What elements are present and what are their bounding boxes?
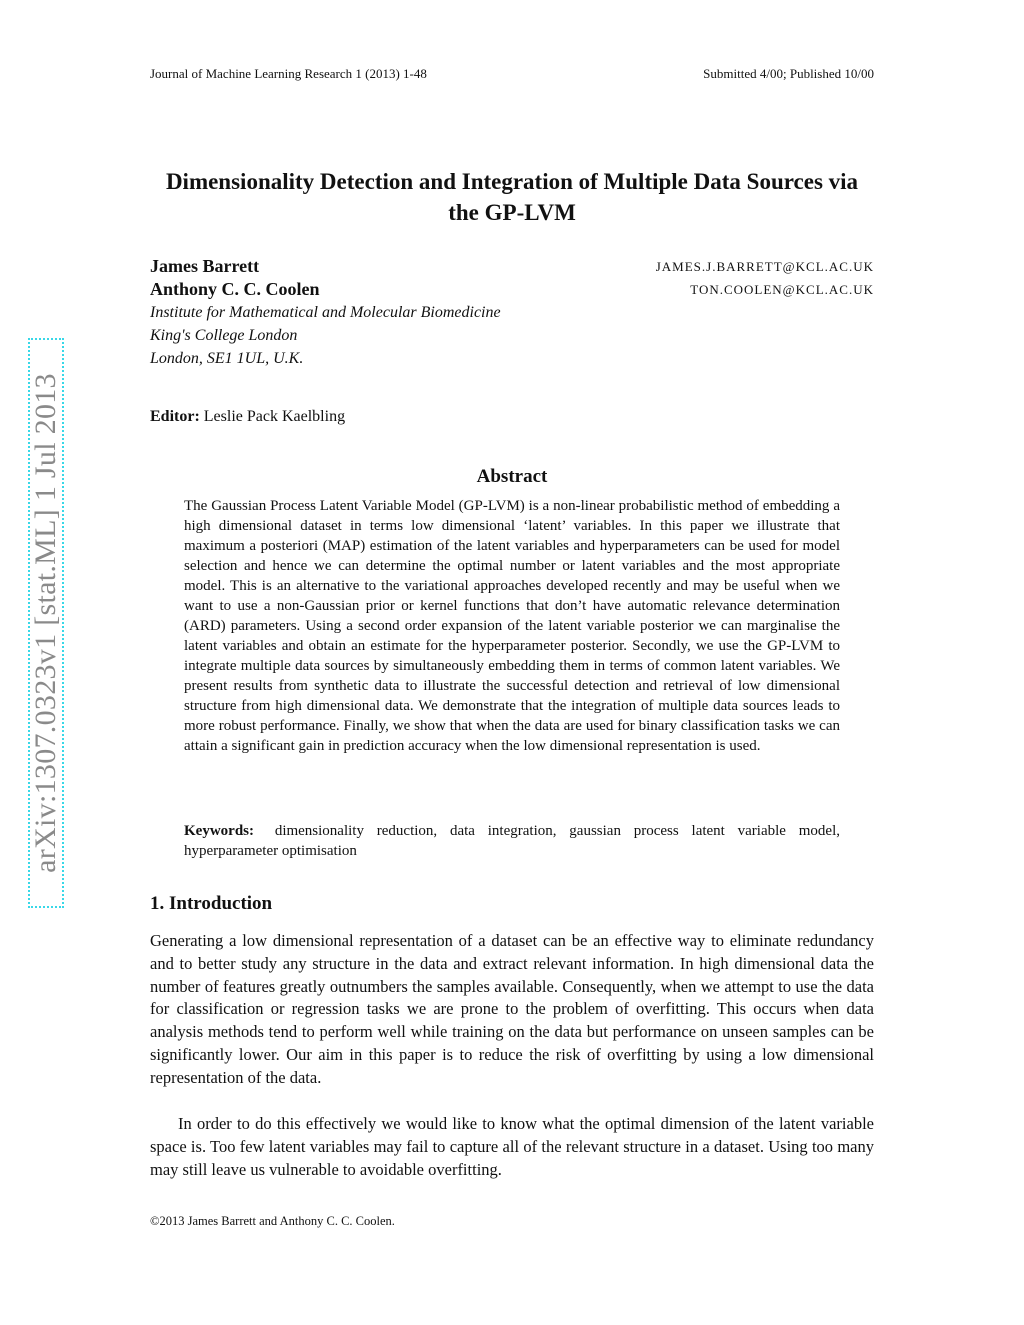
- keywords: [184, 821, 840, 861]
- affiliation-line: King's College London: [150, 327, 298, 344]
- affiliation-line: Institute for Mathematical and Molecular Biomedicine: [150, 304, 501, 321]
- copyright-footnote: ©2013 James Barrett and Anthony C. C. Coolen.: [150, 1214, 395, 1228]
- editor-line: [150, 408, 345, 426]
- arxiv-stamp-text: arXiv:1307.0323v1 [stat.ML] 1 Jul 2013: [29, 373, 62, 873]
- abstract-text: The Gaussian Process Latent Variable Model (GP-LVM) is a non-linear probabilistic method of embedding a high dimensional dataset in terms low dimensional ‘latent’ variables. In this paper we illustrate that maximum a posteriori (MAP) estimation of the latent variables and hyperparameters can be used for model selection and hence we can determine the optimal number or latent variables and the most appropriate model. This is an alternative to the variational approaches developed recently and may be useful when we want to use a non-Gaussian prior or kernel functions that don’t have automatic relevance determination (ARD) parameters. Using a second order expansion of the latent variable posterior we can marginalise the latent variables and obtain an estimate for the hyperparameter posterior. Secondly, we use the GP-LVM to integrate multiple data sources by simultaneously embedding them in terms of common latent variables. We present results from synthetic data to illustrate the successful detection and retrieval of low dimensional structure from high dimensional data. We demonstrate that the integration of multiple data sources leads to more robust performance. Finally, we show that when the data are used for binary classification tasks we can attain a significant gain in prediction accuracy when the low dimensional representation is used.: [184, 498, 840, 754]
- author-email[interactable]: JAMES.J.BARRETT@KCL.AC.UK: [655, 259, 874, 274]
- paper-title: Dimensionality Detection and Integration of Multiple Data Sources via the GP-LVM: [165, 169, 859, 225]
- abstract-heading: Abstract: [476, 466, 548, 487]
- affiliation-line: London, SE1 1UL, U.K.: [150, 350, 304, 367]
- intro-paragraph: Generating a low dimensional representation of a dataset can be an effective way to eliminate redundancy and to better study any structure in the data and extract relevant information. In high dimensional data the number of features greatly outnumbers the samples available. Consequently, when we attempt to use the data for classification or regression tasks we are prone to the problem of overfitting. This occurs when data analysis methods tend to perform well while training on the data but performance on unseen samples can be significantly lower. Our aim in this paper is to reduce the risk of overfitting by using a low dimensional representation of the data.: [150, 931, 874, 1087]
- keywords-label: Keywords:: [184, 823, 254, 839]
- submission-dates: Submitted 4/00; Published 10/00: [703, 66, 874, 81]
- author-row: [150, 279, 874, 300]
- author-row: [150, 256, 874, 277]
- journal-header: Journal of Machine Learning Research 1 (2013) 1-48: [150, 66, 427, 81]
- author-name: James Barrett: [150, 256, 260, 276]
- arxiv-stamp[interactable]: [28, 338, 64, 908]
- intro-paragraph: In order to do this effectively we would like to know what the optimal dimension of the latent variable space is. Too few latent variables may fail to capture all of the relevant structure in a dataset. Using too many may still leave us vulnerable to avoidable overfitting.: [150, 1114, 874, 1179]
- editor-label: Editor:: [150, 408, 200, 425]
- editor-name: Leslie Pack Kaelbling: [203, 408, 346, 425]
- author-email[interactable]: TON.COOLEN@KCL.AC.UK: [690, 282, 874, 297]
- keywords-text: dimensionality reduction, data integration, gaussian process latent variable model, hyperparameter optimisation: [184, 823, 841, 859]
- section-heading: 1. Introduction: [150, 893, 273, 914]
- author-name: Anthony C. C. Coolen: [150, 279, 320, 299]
